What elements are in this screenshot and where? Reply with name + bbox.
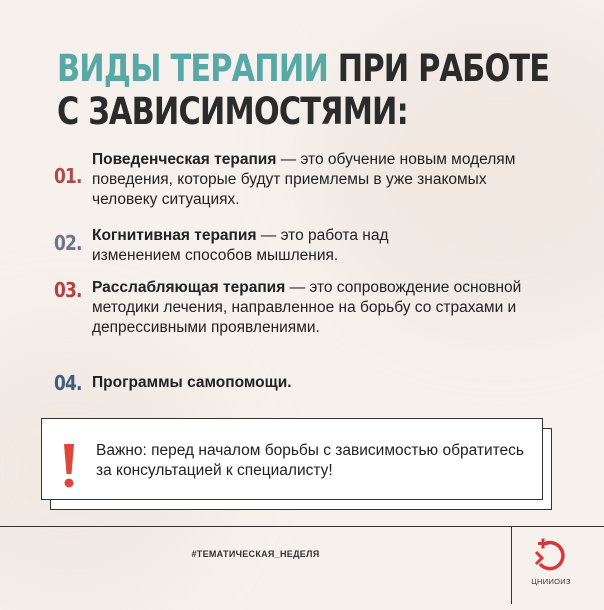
page-title — [57, 47, 549, 133]
footer-divider — [0, 526, 604, 527]
hashtag: #ТЕМАТИЧЕСКАЯ_НЕДЕЛЯ — [191, 549, 320, 559]
item-text — [92, 278, 562, 338]
item-text — [92, 150, 552, 210]
item-term: Расслабляющая терапия — [92, 279, 286, 296]
item-text — [92, 226, 472, 266]
title-accent: ВИДЫ ТЕРАПИИ — [57, 47, 329, 90]
logo-text: ЦНИИОИЗ — [531, 577, 571, 586]
title-dark: ПРИ РАБОТЕ — [337, 47, 550, 90]
item-description: — это сопровождение основной методики лечения, направленное на борьбу со страхами и депрессивными проявлениями. — [92, 279, 522, 336]
item-number: 01. — [54, 164, 82, 188]
item-number: 02. — [54, 231, 82, 255]
item-number: 03. — [54, 278, 82, 302]
item-text — [92, 373, 552, 393]
exclamation-icon — [62, 444, 76, 488]
item-number: 04. — [54, 371, 82, 395]
item-description: — это работа над изменением способов мышления. — [92, 227, 389, 264]
footer-divider-vertical — [511, 526, 512, 604]
title-line2: С ЗАВИСИМОСТЯМИ: — [57, 90, 408, 133]
item-description: — это обучение новым моделям поведения, которые будут приемлемы в уже знакомых человеку ситуациях. — [92, 151, 516, 208]
item-term: Когнитивная терапия — [92, 227, 257, 244]
item-term: Поведенческая терапия — [92, 151, 277, 168]
note-text: Важно: перед началом борьбы с зависимостью обратитесь за консультацией к специалисту! — [96, 442, 524, 479]
item-term: Программы самопомощи. — [92, 374, 292, 391]
logo-icon — [530, 534, 570, 574]
